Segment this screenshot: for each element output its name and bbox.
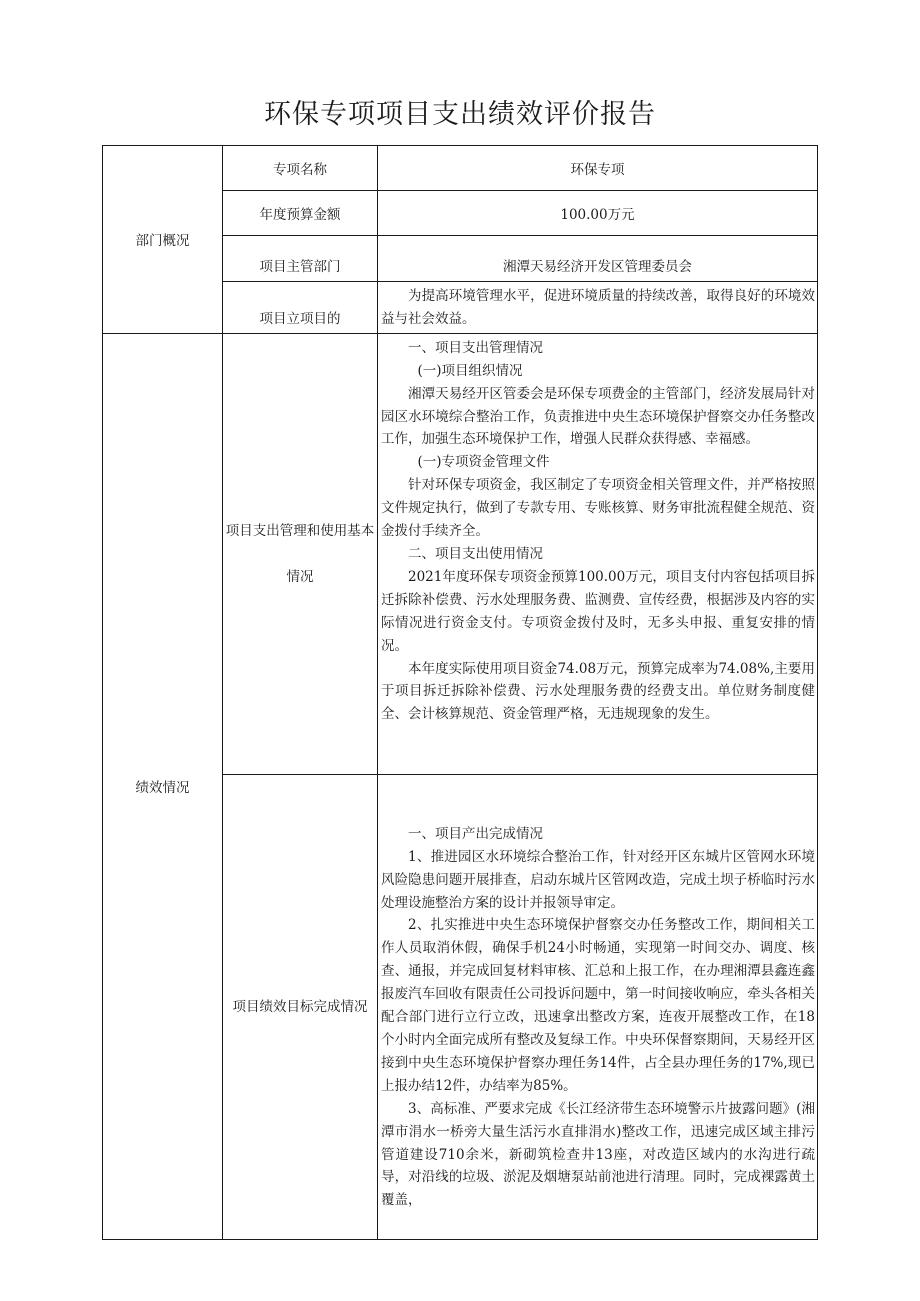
expenditure-heading-1: 一、项目支出管理情况: [408, 339, 543, 356]
targets-label: 项目绩效目标完成情况: [232, 998, 368, 1015]
department-value-cell: [378, 236, 818, 282]
project-name-label-cell: [223, 146, 378, 191]
project-name-value-cell: [378, 146, 818, 191]
expenditure-paragraph: 湘潭天易经开区管委会是环保专项费金的主管部门，经济发展局针对园区水环境综合整治工作，负责推进中央生态环境保护督察交办任务整改工作，加强生态环境保护工作，增强人民群众获得感、幸福感。: [381, 385, 815, 448]
department-label: 项目主管部门: [259, 259, 341, 275]
expenditure-label: 项目支出管理和使用基本情况: [225, 522, 375, 585]
purpose-value: 为提高环境管理水平，促进环境质量的持续改善，取得良好的环境效益与社会效益。: [381, 288, 815, 327]
expenditure-subheading-1: (一)项目组织情况: [417, 362, 523, 379]
expenditure-subheading-2: (一)专项资金管理文件: [417, 454, 550, 471]
targets-label-cell: [223, 774, 378, 1239]
targets-heading-1: 一、项目产出完成情况: [408, 825, 543, 842]
expenditure-content-cell: [378, 333, 818, 774]
report-table: [102, 145, 818, 1240]
targets-paragraph: 2、扎实推进中央生态环境保护督察交办任务整改工作，期间相关工作人员取消休假，确保手机24小时畅通，实现第一时间交办、调度、核查、通报，并完成回复材料审核、汇总和上报工作，在办理湘潭县鑫连鑫报废汽车回收有限责任公司投诉问题中，第一时间接收响应，牵头各相关配合部门进行立行立改，迅速拿出整改方案，连夜开展整改工作，在18个小时内全面完成所有整改及复绿工作。中央环保督察期间，天易经开区接到中央生态环境保护督察办理任务14件，占全县办理任务的17%,现已上报办结12件，办结率为85%。: [381, 917, 815, 1094]
expenditure-paragraph: 针对环保专项资金，我区制定了专项资金相关管理文件，并严格按照文件规定执行，做到了专款专用、专账核算、财务审批流程健全规范、资金拨付手续齐全。: [381, 477, 815, 540]
department-label-cell: [223, 236, 378, 282]
dept-overview-section: [103, 146, 223, 334]
purpose-label: 项目立项目的: [259, 310, 341, 327]
expenditure-label-cell: [223, 333, 378, 774]
budget-label-cell: [223, 191, 378, 236]
project-name-value: 环保专项: [570, 162, 625, 178]
budget-value: 100.00万元: [560, 207, 635, 223]
project-name-label: 专项名称: [273, 162, 327, 178]
targets-paragraph: 3、高标准、严要求完成《长江经济带生态环境警示片披露问题》(湘潭市涓水一桥旁大量生活污水直排涓水)整改工作，迅速完成区域主排污管道建设710余米，新砌筑检查井13座，对改造区域内的水沟进行疏导，对沿线的垃圾、淤泥及烟塘泵站前池进行清理。同时，完成裸露黄土覆盖，: [381, 1100, 815, 1209]
expenditure-heading-2: 二、项目支出使用情况: [408, 545, 543, 562]
budget-label: 年度预算金额: [259, 207, 341, 223]
performance-label: 绩效情况: [135, 780, 190, 797]
expenditure-paragraph: 本年度实际使用项目资金74.08万元，预算完成率为74.08%,主要用于项目拆迁拆除补偿费、污水处理服务费的经费支出。单位财务制度健全、会计核算规范、资金管理严格，无违规现象的发生。: [381, 660, 815, 723]
report-title: 环保专项项目支出绩效评价报告: [264, 99, 656, 130]
expenditure-paragraph: 2021年度环保专项资金预算100.00万元，项目支付内容包括项目拆迁拆除补偿费、污水处理服务费、监测费、宣传经费，根据涉及内容的实际情况进行资金支付。专项资金拨付及时，无多头申报、重复安排的情况。: [381, 568, 815, 654]
targets-paragraph: 1、推进园区水环境综合整治工作，针对经开区东城片区管网水环境风险隐患问题开展排查，启动东城片区管网改造，完成土坝子桥临时污水处理设施整治方案的设计并报领导审定。: [381, 848, 815, 911]
department-value: 湘潭天易经济开发区管理委员会: [503, 259, 692, 275]
purpose-value-cell: [378, 282, 818, 334]
dept-overview-label: 部门概况: [135, 233, 190, 250]
budget-value-cell: [378, 191, 818, 236]
performance-section: [103, 333, 223, 1239]
targets-content-cell: [378, 774, 818, 1239]
purpose-label-cell: [223, 282, 378, 334]
